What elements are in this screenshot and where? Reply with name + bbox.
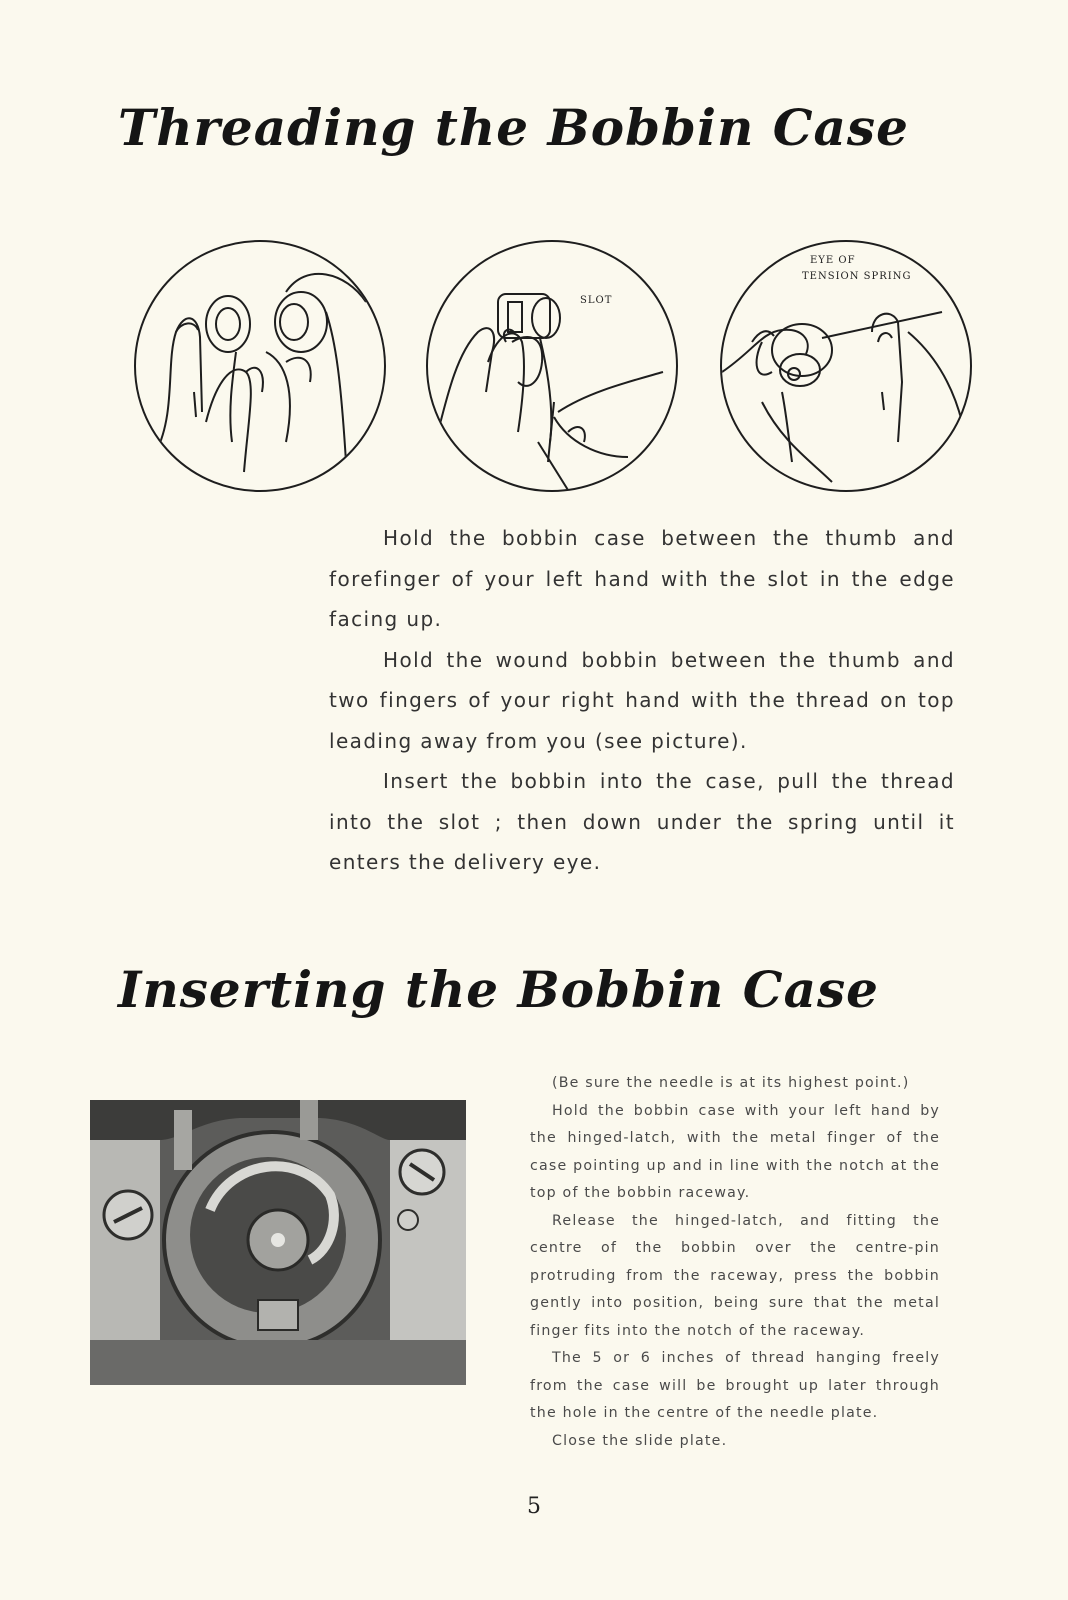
- page-number: 5: [527, 1494, 541, 1519]
- inserting-paragraph: Release the hinged-latch, and fitting the centre of the bobbin over the centre-pin protruding from the raceway, press the bobbin gently into position, being sure that the metal finger fits into the notch of the raceway.: [530, 1212, 940, 1339]
- threading-paragraph: Hold the wound bobbin between the thumb and two fingers of your right hand with the thread on top leading away from you (see picture).: [329, 647, 955, 753]
- inserting-paragraph: The 5 or 6 inches of thread hanging freely from the case will be brought up later through the hole in the centre of the needle plate.: [530, 1350, 940, 1421]
- threading-paragraph: Hold the bobbin case between the thumb and forefinger of your left hand with the slot in the edge facing up.: [329, 526, 955, 631]
- section-title-inserting: Inserting the Bobbin Case: [118, 960, 879, 1019]
- inserting-paragraph: Close the slide plate.: [552, 1432, 728, 1449]
- photo-bobbin-raceway: [90, 1100, 466, 1385]
- inserting-instructions: [530, 1070, 940, 1455]
- slot-callout-label: SLOT: [580, 295, 613, 306]
- eye-of-tension-spring-label-line1: EYE OF: [810, 255, 856, 266]
- threading-instructions: [329, 518, 955, 883]
- illustration-thread-into-slot: [426, 240, 678, 492]
- inserting-paragraph: (Be sure the needle is at its highest point.): [552, 1075, 910, 1091]
- eye-of-tension-spring-label-line2: TENSION SPRING: [802, 271, 912, 282]
- inserting-paragraph: Hold the bobbin case with your left hand by the hinged-latch, with the metal finger of the case pointing up and in line with the notch at the top of the bobbin raceway.: [530, 1102, 941, 1201]
- illustration-hands-bobbin-and-case: [134, 240, 386, 492]
- threading-paragraph: Insert the bobbin into the case, pull the thread into the slot ; then down under the spring until it enters the delivery eye.: [329, 769, 955, 874]
- section-title-threading: Threading the Bobbin Case: [118, 98, 909, 157]
